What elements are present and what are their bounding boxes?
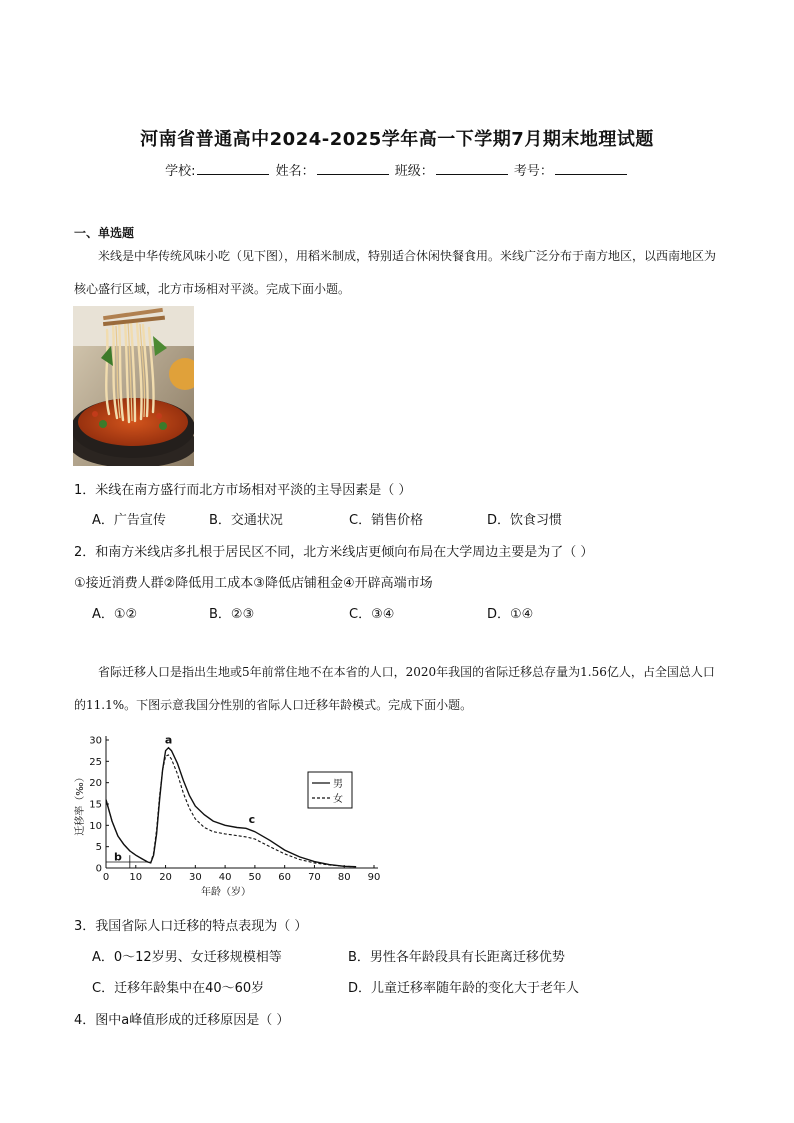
- q1-option-c[interactable]: C．销售价格: [349, 513, 424, 528]
- x-tick-label: 0: [102, 872, 110, 883]
- q1-option-b[interactable]: B．交通状况: [209, 513, 283, 528]
- class-label: 班级：: [394, 164, 434, 179]
- rice-noodle-photo: [73, 306, 194, 466]
- y-axis-label: 迁移率（‰）: [75, 772, 86, 836]
- x-tick-label: 70: [308, 872, 321, 883]
- y-tick-label: 0: [95, 863, 102, 875]
- x-tick-label: 10: [129, 872, 143, 883]
- rice-noodle-illustration: [73, 306, 194, 466]
- q3-option-b[interactable]: B．男性各年龄段具有长距离迁移优势: [348, 950, 565, 965]
- x-tick-label: 50: [248, 872, 262, 883]
- annotation-c: c: [248, 813, 256, 827]
- passage-migration: 省际迁移人口是指出生地或5年前常住地不在本省的人口，2020年我国的省际迁移总存量为1.56亿人，占全国总人口的11.1%。下图示意我国分性别的省际人口迁移年龄模式。完成下面小题。: [74, 665, 715, 712]
- legend-label-female: 女: [333, 794, 343, 805]
- q3-option-c[interactable]: C．迁移年龄集中在40～60岁: [92, 981, 265, 996]
- q2-option-d[interactable]: D．①④: [487, 607, 534, 622]
- q3-option-a[interactable]: A．0～12岁男、女迁移规模相等: [92, 950, 282, 965]
- x-tick-label: 20: [159, 872, 172, 883]
- y-tick-label: 30: [89, 735, 102, 747]
- question-3-stem: 3．我国省际人口迁移的特点表现为（ ）: [74, 919, 308, 934]
- legend-label-male: 男: [333, 779, 343, 790]
- y-tick-label: 25: [89, 756, 102, 768]
- q2-option-b[interactable]: B．②③: [209, 607, 255, 622]
- x-tick-label: 90: [367, 872, 381, 883]
- x-tick-label: 80: [337, 872, 351, 883]
- section-heading: 一、单选题: [74, 226, 135, 240]
- q1-option-a[interactable]: A．广告宣传: [92, 513, 166, 528]
- class-blank: [436, 161, 508, 175]
- annotation-b: b: [113, 850, 122, 864]
- question-4-stem: 4．图中a峰值形成的迁移原因是（ ）: [74, 1013, 290, 1028]
- x-tick-label: 40: [218, 872, 232, 883]
- migration-chart-svg: [72, 728, 384, 900]
- migration-age-chart: [72, 728, 384, 900]
- student-info-line: [0, 160, 794, 179]
- school-label: 学校:: [165, 164, 196, 179]
- name-label: 姓名：: [275, 164, 315, 179]
- legend-box: [308, 772, 352, 808]
- page-title: 河南省普通高中2024-2025学年高一下学期7月期末地理试题: [140, 129, 654, 150]
- y-tick-label: 10: [89, 820, 102, 832]
- x-axis-label: 年龄（岁）: [201, 887, 251, 898]
- question-2-stem: 2．和南方米线店多扎根于居民区不同，北方米线店更倾向布局在大学周边主要是为了（ ）: [74, 545, 594, 560]
- y-tick-label: 5: [95, 842, 102, 854]
- q3-option-d[interactable]: D．儿童迁移率随年龄的变化大于老年人: [348, 981, 580, 996]
- question-2-choices: ①接近消费人群②降低用工成本③降低店铺租金④开辟高端市场: [74, 576, 433, 591]
- passage-rice-noodle: 米线是中华传统风味小吃（见下图），用稻米制成，特别适合休闲快餐食用。米线广泛分布于南方地区，以西南地区为核心盛行区域，北方市场相对平淡。完成下面小题。: [74, 249, 717, 296]
- number-blank: [555, 161, 627, 175]
- school-blank: [197, 161, 269, 175]
- q2-option-c[interactable]: C．③④: [349, 607, 395, 622]
- name-blank: [317, 161, 389, 175]
- q1-option-d[interactable]: D．饮食习惯: [487, 513, 563, 528]
- y-tick-label: 15: [89, 799, 102, 811]
- y-tick-label: 20: [89, 778, 102, 790]
- annotation-a: a: [164, 733, 173, 747]
- x-tick-label: 60: [278, 872, 292, 883]
- number-label: 考号：: [513, 164, 553, 179]
- x-tick-label: 30: [188, 872, 202, 883]
- q2-option-a[interactable]: A．①②: [92, 607, 138, 622]
- question-1-stem: 1．米线在南方盛行而北方市场相对平淡的主导因素是（ ）: [74, 483, 412, 498]
